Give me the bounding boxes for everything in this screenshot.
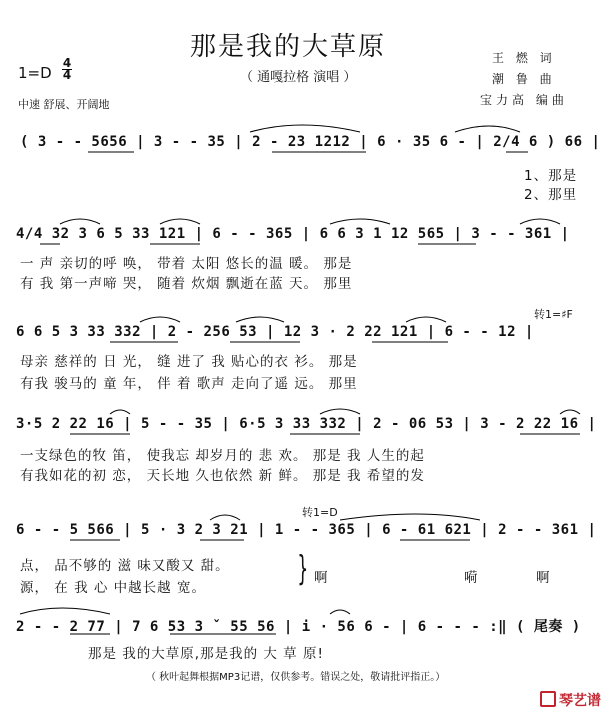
composer-credit: 潮 鲁 曲 xyxy=(492,72,556,86)
slur-1 xyxy=(250,125,360,132)
modulation-marking-2: 转1=D xyxy=(302,506,338,519)
lyric-brace: } xyxy=(297,549,309,589)
slur-15 xyxy=(20,608,110,614)
lyricist-credit: 王 燃 词 xyxy=(492,51,556,65)
lyric-row-5-verse-1: 点， 品不够的 滋 味又酸又 甜。 xyxy=(20,558,230,574)
slur-11 xyxy=(320,409,360,414)
footnote: （ 秋叶起舞根据MP3记谱，仅供参考。错误之处，敬请批评指正。） xyxy=(146,672,446,683)
lyric-row-3-verse-2: 有我 骏马的 童 年， 伴 着 歌声 走向了遥 远。 那里 xyxy=(20,376,358,392)
modulation-marking-1: 转1=♯F xyxy=(534,308,573,321)
slur-10 xyxy=(110,410,130,414)
refrain-word-1: 啊 xyxy=(314,570,329,586)
slur-2 xyxy=(455,126,520,132)
notation-row-5: 6 - - 5 566 | 5 · 3 2 3 21 | 1 - - 365 | 6 - 61 621 | 2 - - 361 | xyxy=(16,522,597,538)
slur-13 xyxy=(210,515,240,520)
performer: （ 通嘎拉格 演唱 ） xyxy=(240,70,357,85)
lyric-row-2-verse-1: 一 声 亲切的呼 唤， 带着 太阳 悠长的温 暖。 那是 xyxy=(20,256,353,272)
notation-row-4: 3·5 2 22 16 | 5 - - 35 | 6·5 3 33 332 | 2 - 06 53 | 3 - 2 22 16 | xyxy=(16,416,597,432)
slur-4 xyxy=(160,219,200,224)
refrain-word-3: 嗬 xyxy=(464,570,479,586)
time-signature-top: 4 xyxy=(62,56,72,70)
lyric-row-1-verse-1: 1、那是 xyxy=(524,168,578,184)
slur-16 xyxy=(330,610,350,614)
slur-6 xyxy=(520,219,560,224)
tempo-marking: 中速 舒展、开阔地 xyxy=(18,98,110,111)
notation-row-2: 4/4 32 3 6 5 33 121 | 6 - - 365 | 6 6 3 1 12 565 | 3 - - 361 | xyxy=(16,226,570,242)
song-title: 那是我的大草原 xyxy=(190,32,387,62)
lyric-row-6: 那是 我的大草原,那是我的 大 草 原! xyxy=(88,646,324,662)
slur-9 xyxy=(406,317,446,322)
refrain-word-2: 啊 xyxy=(536,570,551,586)
notation-row-1: ( 3 - - 5656 | 3 - - 35 | 2 - 23 1212 | 6 · 35 6 - | 2/4 6 ) 66 | xyxy=(20,134,601,150)
slur-12 xyxy=(560,410,580,414)
time-signature-bottom: 4 xyxy=(62,68,72,82)
slur-7 xyxy=(140,317,180,322)
notation-row-6: 2 - - 2 77 | 7 6 53 3 ˇ 55 56 | i · 56 6 - | 6 - - - :‖ ( 尾奏 ) xyxy=(16,619,581,635)
slur-5 xyxy=(330,219,390,224)
slur-14 xyxy=(340,514,480,520)
lyric-row-5-verse-2: 源， 在 我 心 中越长越 宽。 xyxy=(20,580,206,596)
arranger-credit: 宝力高 编曲 xyxy=(480,93,568,107)
key-signature: 1=D xyxy=(18,64,52,82)
notation-row-3: 6 6 5 3 33 332 | 2 - 256 53 | 12 3 · 2 22 121 | 6 - - 12 | xyxy=(16,324,534,340)
lyric-row-2-verse-2: 有 我 第一声啼 哭， 随着 炊烟 飘逝在蓝 天。 那里 xyxy=(20,276,353,292)
logo-text: 琴艺谱 xyxy=(559,693,601,709)
lyric-row-4-verse-2: 有我如花的初 恋， 天长地 久也依然 新 鲜。 那是 我 希望的发 xyxy=(20,468,425,484)
slur-8 xyxy=(236,317,284,322)
slur-3 xyxy=(60,219,100,224)
lyric-row-3-verse-1: 母亲 慈祥的 日 光， 缝 进了 我 贴心的衣 衫。 那是 xyxy=(20,354,358,370)
lyric-row-1-verse-2: 2、那里 xyxy=(524,187,578,203)
lyric-row-4-verse-1: 一支绿色的牧 笛， 使我忘 却岁月的 悲 欢。 那是 我 人生的起 xyxy=(20,448,425,464)
